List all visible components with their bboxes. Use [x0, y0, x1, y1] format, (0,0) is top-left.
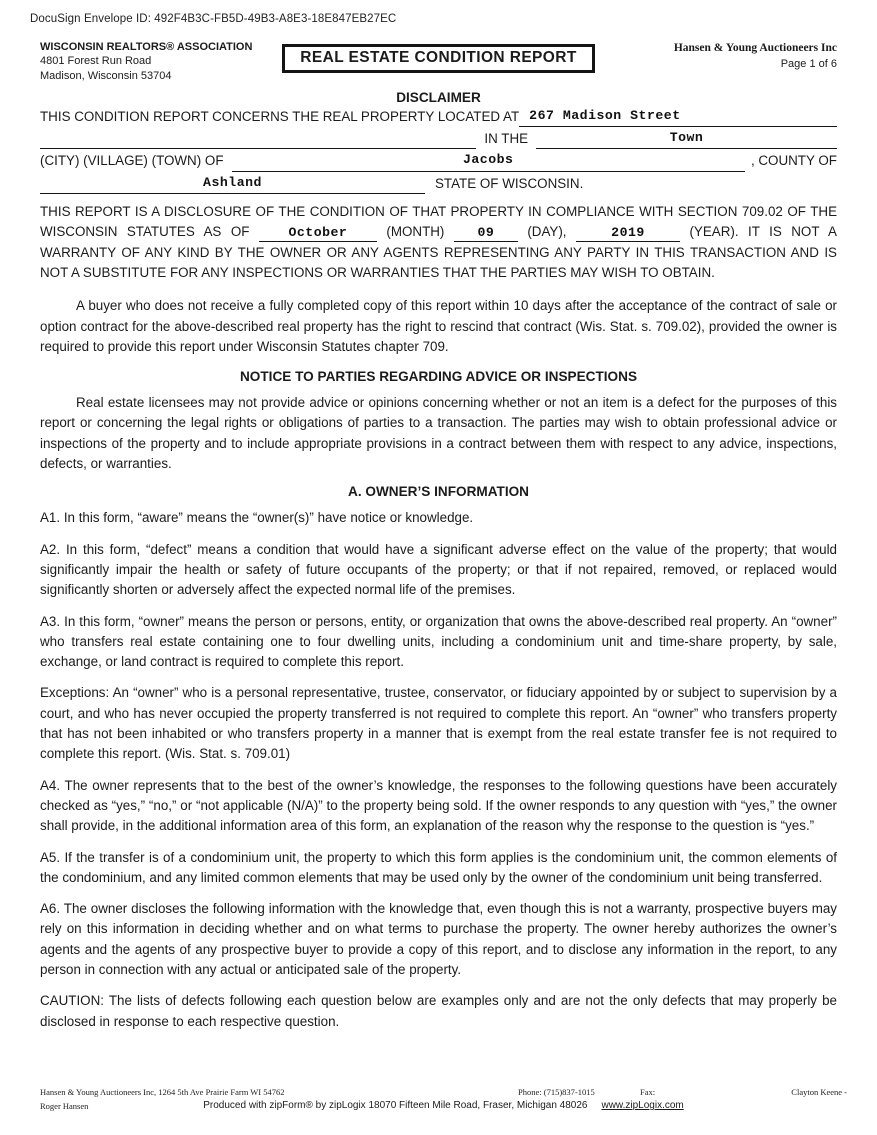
municipality-name-line [40, 149, 837, 171]
broker-company: Hansen & Young Auctioneers Inc [673, 42, 837, 54]
in-the-label: IN THE [484, 131, 529, 147]
item-a4: A4. The owner represents that to the best of the owner’s knowledge, the responses to the following questions have been accurately checked as “yes,” “no,” or “not applicable (N/A)” to the property being sold. If the owner responds to any question with “yes,” the owner shall provide, in the additional information area of this form, an explanation of the reason why the response to the question is “yes.” [40, 777, 837, 834]
city-village-town-label: (CITY) (VILLAGE) (TOWN) OF [40, 153, 224, 169]
day-value: 09 [477, 225, 495, 241]
item-a6: A6. The owner discloses the following information with the knowledge that, even though this is not a warranty, prospective buyers may rely on this information in deciding whether and on what terms to purchase the property. The owner hereby authorizes the owner’s agents and the agents of any prospective buyer to provide a copy of this report, and to disclose any information in the report, to any person in connection with any actual or anticipated sale of the property. [40, 901, 837, 977]
footer-row-1 [40, 1087, 847, 1099]
broker-block [612, 40, 837, 73]
property-location-line [40, 105, 837, 127]
item-a1: A1. In this form, “aware” means the “owner(s)” have notice or knowledge. [40, 510, 474, 526]
page-footer [40, 1087, 847, 1114]
notice-heading: NOTICE TO PARTIES REGARDING ADVICE OR INSPECTIONS [239, 369, 638, 385]
county-name-value: Ashland [203, 174, 262, 190]
compliance-tail: (YEAR). IT IS NOT A WARRANTY OF ANY KIND BY THE OWNER OR ANY AGENTS REPRESENTING ANY PARTY IN THIS TRANSACTION AND IS NOT A SUBSTITUTE FOR ANY INSPECTIONS OR WARRANTIES THAT THE PARTIES MAY WISH TO OBTAIN. [40, 224, 837, 280]
disclaimer-heading: DISCLAIMER [396, 89, 481, 105]
page-indicator: Page 1 of 6 [780, 57, 837, 70]
county-line [40, 172, 837, 194]
exceptions-paragraph: Exceptions: An “owner” who is a personal representative, trustee, conservator, or fiduciary appointed by or subject to supervision by a court, and who has never occupied the property transferred is not required to complete this report. An “owner” who transfers property that has not been inhabited or who transfers property in a manner that is exempt from the real estate transfer fee is not required to complete this report. (Wis. Stat. s. 709.01) [40, 685, 837, 762]
title-container [265, 40, 612, 73]
section-a-heading: A. OWNER’S INFORMATION [348, 484, 529, 500]
footer-produced-line [40, 1100, 847, 1111]
day-label: (DAY), [527, 224, 567, 240]
buyer-rescind-paragraph: A buyer who does not receive a fully completed copy of this report within 10 days after the acceptance of the contract of sale or option contract for the above-described real property has the right to rescind that contract (Wis. Stat. s. 709.02), provided the owner is required to provide this report under Wisconsin Statutes chapter 709. [40, 298, 837, 354]
municipality-name-field [232, 149, 745, 171]
month-field [259, 224, 377, 242]
compliance-lead: THIS REPORT IS A DISCLOSURE OF THE CONDITION OF THAT PROPERTY IN COMPLIANCE WITH SECTION 709.02 OF THE WISCONSIN STATUTES AS OF [40, 204, 837, 240]
docusign-envelope-id: DocuSign Envelope ID: 492F4B3C-FB5D-49B3-A8E3-18E847EB27EC [30, 13, 397, 25]
year-field [576, 224, 680, 242]
item-a3: A3. In this form, “owner” means the person or persons, entity, or organization that owns the above-described real property. An “owner” who transfers real estate containing one to four dwelling units, including a condominium unit and time-share property, by sale, exchange, or land contract is required to complete this report. [40, 613, 837, 670]
ziplogix-link[interactable]: www.zipLogix.com [601, 1100, 684, 1111]
footer-fax: Fax: [640, 1087, 656, 1097]
footer-prepared-by: Clayton Keene - [791, 1087, 847, 1097]
month-value: October [288, 225, 348, 241]
compliance-paragraph [40, 202, 837, 283]
association-address-1: 4801 Forest Run Road [40, 55, 152, 68]
county-name-field [40, 172, 425, 194]
county-of-label: , COUNTY OF [750, 153, 837, 169]
licensees-paragraph: Real estate licensees may not provide advice or opinions concerning whether or not an item is a defect for the purposes of this report or concerning the legal rights or obligations of parties to a transaction. The parties may wish to obtain professional advice or inspections of the property and to include appropriate provisions in a contract between them with respect to any advice, inspections, defects, or warranties. [40, 395, 837, 472]
association-block [40, 40, 265, 83]
association-address-2: Madison, Wisconsin 53704 [40, 69, 172, 82]
caution-paragraph: CAUTION: The lists of defects following each question below are examples only and are not the only defects that may properly be disclosed in response to each respective question. [40, 993, 837, 1029]
municipality-name-value: Jacobs [462, 152, 514, 168]
day-field [454, 224, 518, 242]
footer-agent-name: Roger Hansen [40, 1101, 89, 1111]
month-label: (MONTH) [386, 224, 445, 240]
municipality-type-line [40, 127, 837, 149]
state-of-wisconsin-label: STATE OF WISCONSIN. [435, 175, 584, 191]
zipform-credit: Produced with zipForm® by zipLogix 18070 Fifteen Mile Road, Fraser, Michigan 48026 [203, 1100, 588, 1111]
footer-company-address: Hansen & Young Auctioneers Inc, 1264 5th Ave Prairie Farm WI 54762 [40, 1087, 285, 1097]
located-at-label: THIS CONDITION REPORT CONCERNS THE REAL PROPERTY LOCATED AT [40, 108, 520, 124]
item-a2: A2. In this form, “defect” means a condition that would have a significant adverse effect on the value of the property; that would significantly impair the health or safety of future occupants of the property; or that if not repaired, removed, or replaced would significantly shorten or adversely affect the expected normal life of the premises. [40, 541, 837, 598]
property-address-value: 267 Madison Street [529, 107, 681, 123]
document-title: REAL ESTATE CONDITION REPORT [282, 44, 594, 73]
association-name: WISCONSIN REALTORS® ASSOCIATION [40, 41, 253, 53]
municipality-type-field [536, 127, 837, 149]
item-a5: A5. If the transfer is of a condominium unit, the property to which this form applies is the condominium unit, the common elements of the condominium, and any limited common elements that may be used only by the owner of the condominium unit being transferred. [40, 849, 837, 885]
year-value: 2019 [611, 225, 645, 241]
property-address-field [519, 105, 837, 127]
municipality-type-value: Town [669, 130, 704, 146]
document-header [40, 40, 837, 83]
page-content [40, 40, 837, 1032]
footer-phone: Phone: (715)837-1015 [518, 1087, 595, 1097]
footer-row-2 [40, 1100, 847, 1114]
